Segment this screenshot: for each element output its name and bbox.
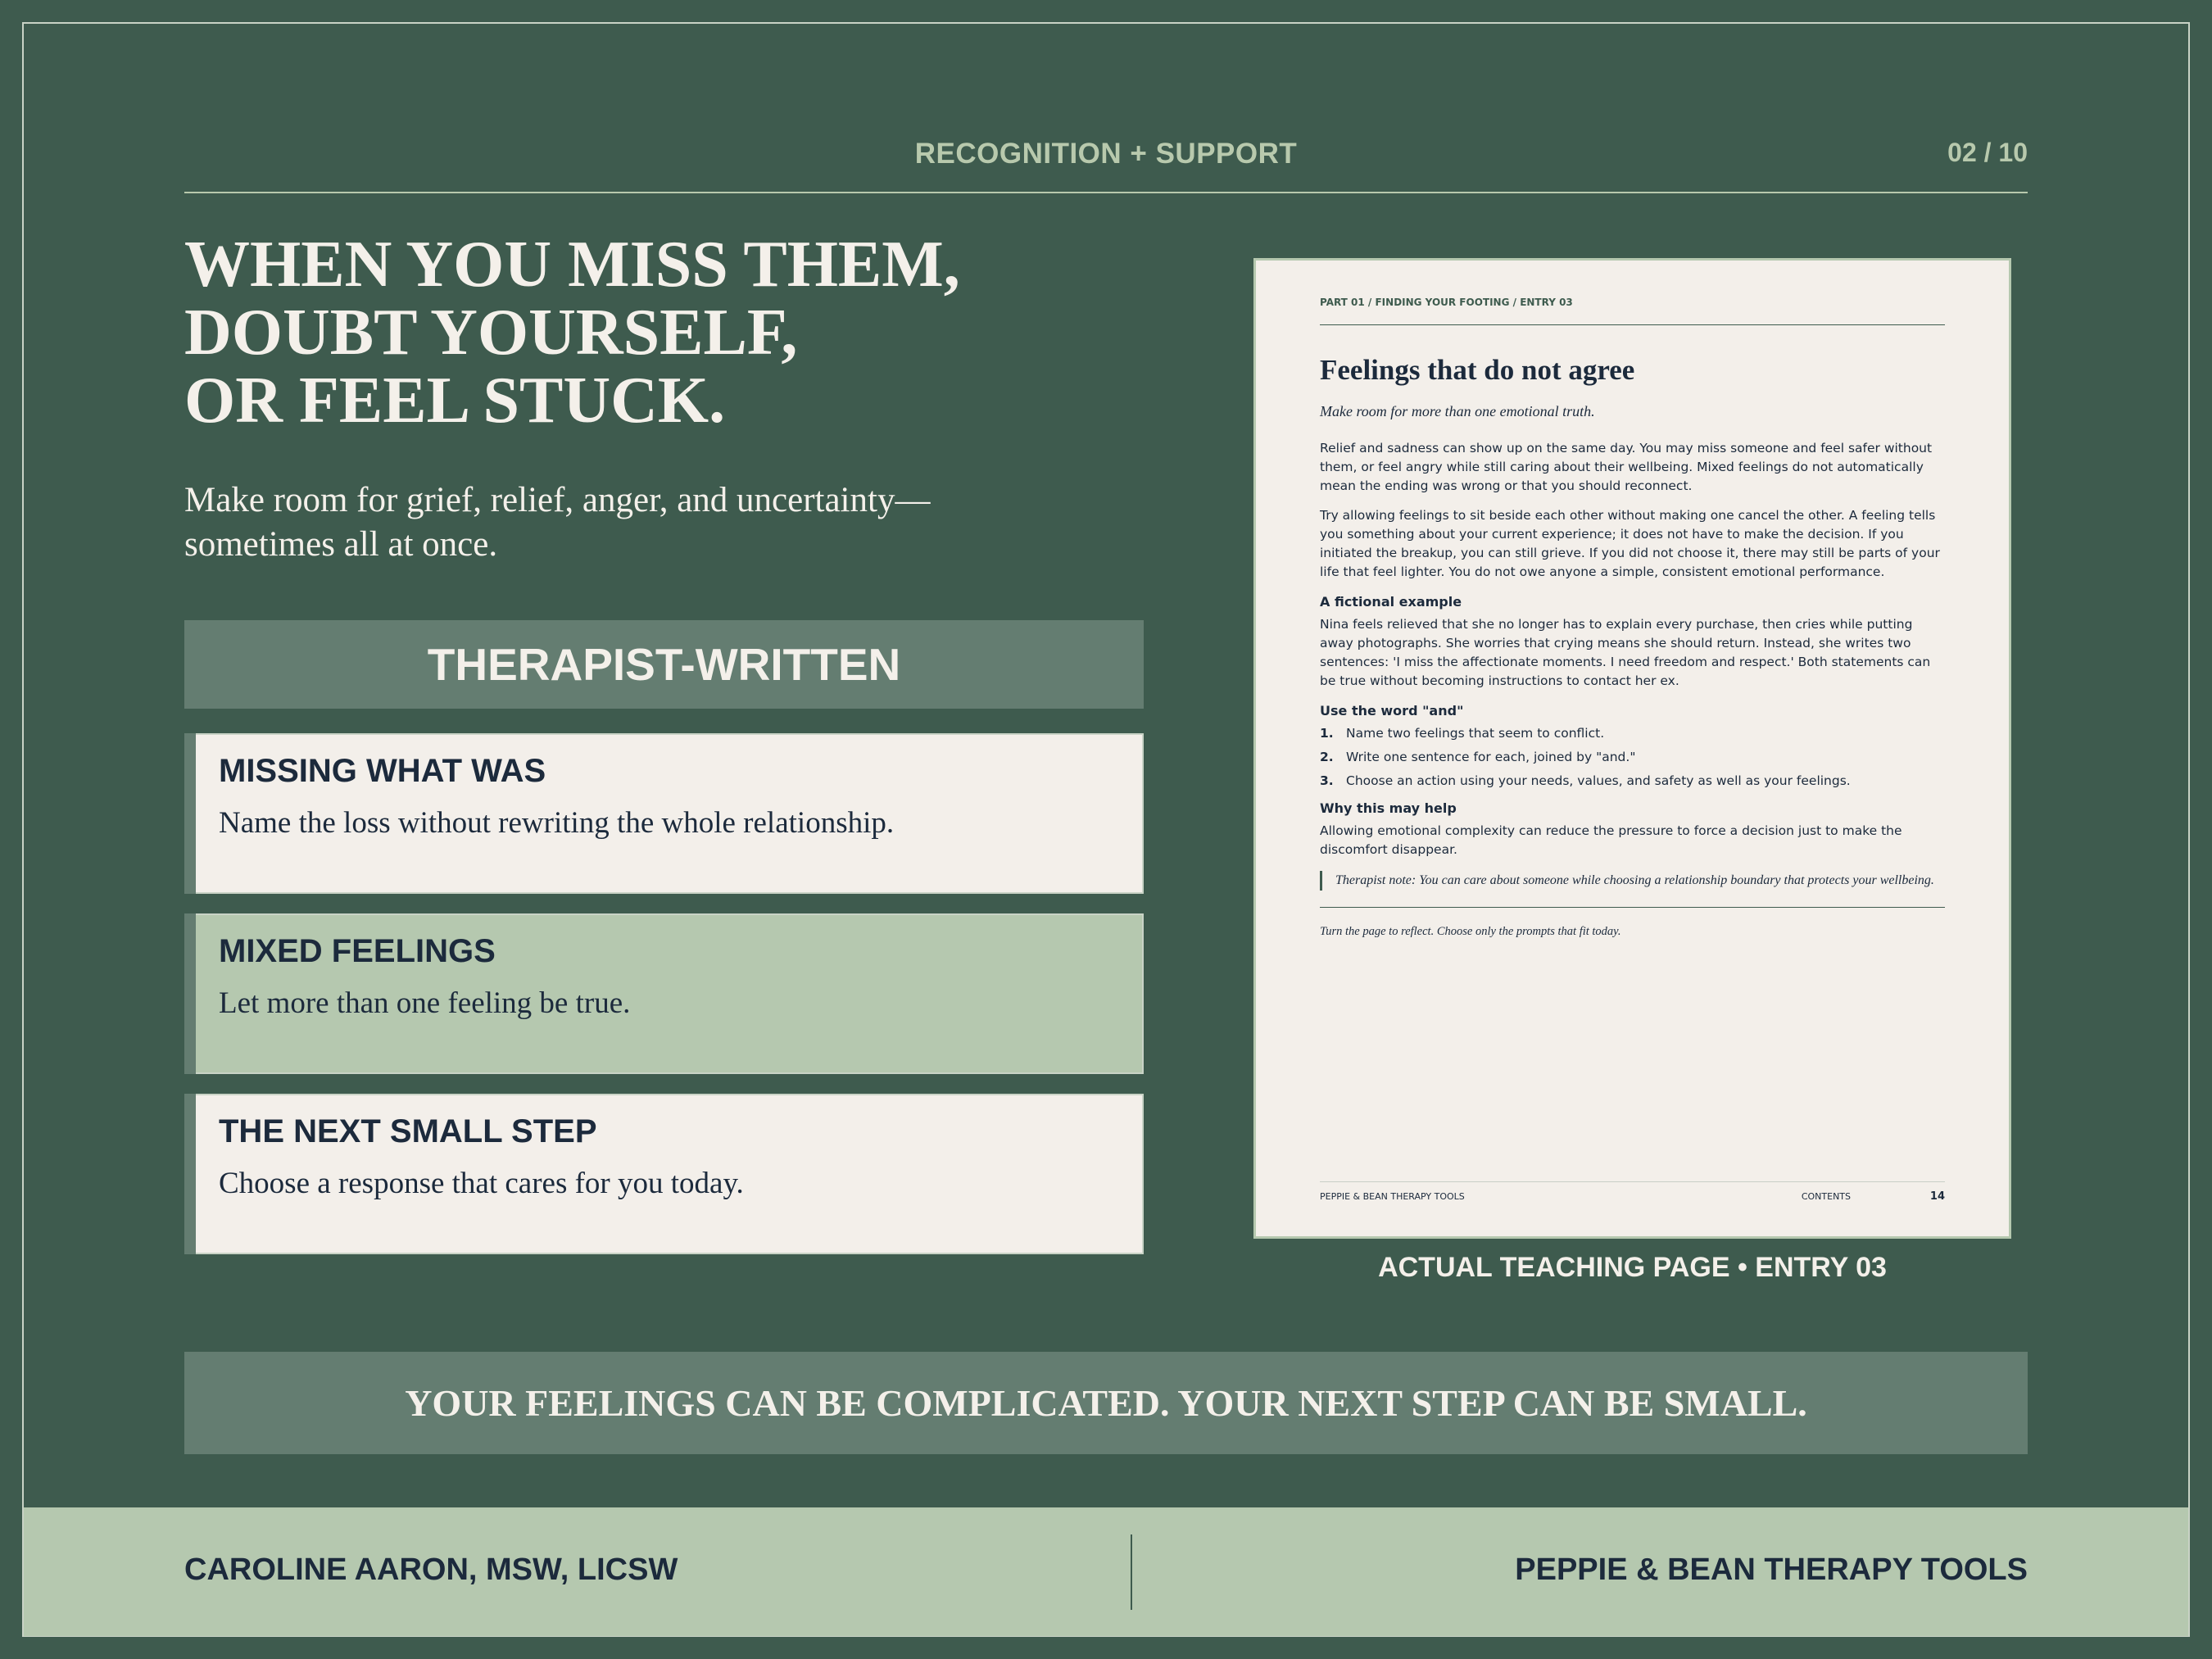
card-next-small-step xyxy=(184,1094,1144,1254)
footer-divider xyxy=(1131,1534,1132,1610)
brand-name: PEPPIE & BEAN THERAPY TOOLS xyxy=(1515,1552,2028,1587)
doc-paragraph: Relief and sadness can show up on the same day. You may miss someone and feel safer without them, or feel angry while still caring about their wellbeing. Mixed feelings do not automatically mean the ending was wrong or that you should reconnect. xyxy=(1320,441,1933,493)
closing-banner: YOUR FEELINGS CAN BE COMPLICATED. YOUR NEXT STEP CAN BE SMALL. xyxy=(184,1352,2028,1454)
step-number: 2. xyxy=(1320,750,1334,764)
step-text: Write one sentence for each, joined by "and." xyxy=(1346,750,1636,764)
doc-page-number: 14 xyxy=(1929,1190,1945,1203)
section-label: RECOGNITION + SUPPORT xyxy=(914,138,1298,170)
headline-line: DOUBT YOURSELF, xyxy=(184,297,798,369)
doc-paragraph: Nina feels relieved that she no longer has to explain every purchase, then cries while putting away photographs. She worries that crying means she should return. Instead, she writes two sentences: 'I miss the affectionate moments. I need freedom and respect.' Both statements can be true without becoming instructions to contact her ex. xyxy=(1320,617,1931,688)
step-number: 1. xyxy=(1320,726,1334,741)
therapist-note: Therapist note: You can care about someone while choosing a relationship boundary that protects your wellbeing. xyxy=(1320,871,1945,891)
doc-body xyxy=(1320,439,1945,941)
card-title: MIXED FEELINGS xyxy=(219,933,496,969)
doc-subheading: Why this may help xyxy=(1320,800,1457,816)
doc-lede: Make room for more than one emotional truth. xyxy=(1320,403,1595,419)
doc-footer-divider xyxy=(1320,1181,1945,1182)
footer-bar xyxy=(24,1507,2188,1636)
headline xyxy=(184,231,1167,435)
headline-line: OR FEEL STUCK. xyxy=(184,365,726,437)
card-accent-strip xyxy=(184,1094,196,1254)
card-accent-strip xyxy=(184,913,196,1074)
doc-divider xyxy=(1320,324,1945,325)
doc-divider xyxy=(1320,907,1945,908)
card-mixed-feelings xyxy=(184,913,1144,1074)
doc-subheading: A fictional example xyxy=(1320,594,1462,610)
doc-footer-contents: CONTENTS xyxy=(1801,1191,1851,1202)
therapist-written-badge: THERAPIST-WRITTEN xyxy=(184,620,1144,709)
card-text: Let more than one feeling be true. xyxy=(219,986,631,1020)
subheadline: Make room for grief, relief, anger, and uncertainty—sometimes all at once. xyxy=(184,481,931,564)
doc-paragraph: Try allowing feelings to sit beside each other without making one cancel the other. A feeling tells you something about your current experience; it does not have to make the decision. If you initiated the breakup, you can still grieve. If you did not choose it, there may still be parts of your life that feel lighter. You do not owe anyone a simple, consistent emotional performance. xyxy=(1320,508,1940,579)
list-item xyxy=(1320,748,1945,767)
list-item xyxy=(1320,772,1945,791)
card-title: THE NEXT SMALL STEP xyxy=(219,1113,597,1149)
card-accent-strip xyxy=(184,733,196,894)
step-text: Name two feelings that seem to conflict. xyxy=(1346,726,1605,741)
doc-kicker: PART 01 / FINDING YOUR FOOTING / ENTRY 03 xyxy=(1320,297,1573,308)
step-number: 3. xyxy=(1320,773,1334,788)
doc-title: Feelings that do not agree xyxy=(1320,354,1635,386)
headline-line: WHEN YOU MISS THEM, xyxy=(184,229,960,301)
list-item xyxy=(1320,724,1945,743)
doc-paragraph: Allowing emotional complexity can reduce the pressure to force a decision just to make the discomfort disappear. xyxy=(1320,823,1902,857)
step-text: Choose an action using your needs, values, and safety as well as your feelings. xyxy=(1346,773,1851,788)
doc-closing: Turn the page to reflect. Choose only the prompts that fit today. xyxy=(1320,925,1621,938)
author-credit: CAROLINE AARON, MSW, LICSW xyxy=(184,1552,678,1587)
card-title: MISSING WHAT WAS xyxy=(219,753,546,789)
card-text: Choose a response that cares for you today. xyxy=(219,1167,744,1200)
card-missing-what-was xyxy=(184,733,1144,894)
document-caption: ACTUAL TEACHING PAGE • ENTRY 03 xyxy=(1378,1252,1887,1283)
doc-subheading: Use the word "and" xyxy=(1320,703,1464,718)
doc-footer-brand: PEPPIE & BEAN THERAPY TOOLS xyxy=(1320,1191,1465,1202)
card-text: Name the loss without rewriting the whole relationship. xyxy=(219,806,895,840)
doc-steps-list xyxy=(1320,724,1945,791)
page-indicator: 02 / 10 xyxy=(1947,138,2028,167)
teaching-page-preview xyxy=(1253,258,2011,1239)
header-divider xyxy=(184,192,2028,193)
